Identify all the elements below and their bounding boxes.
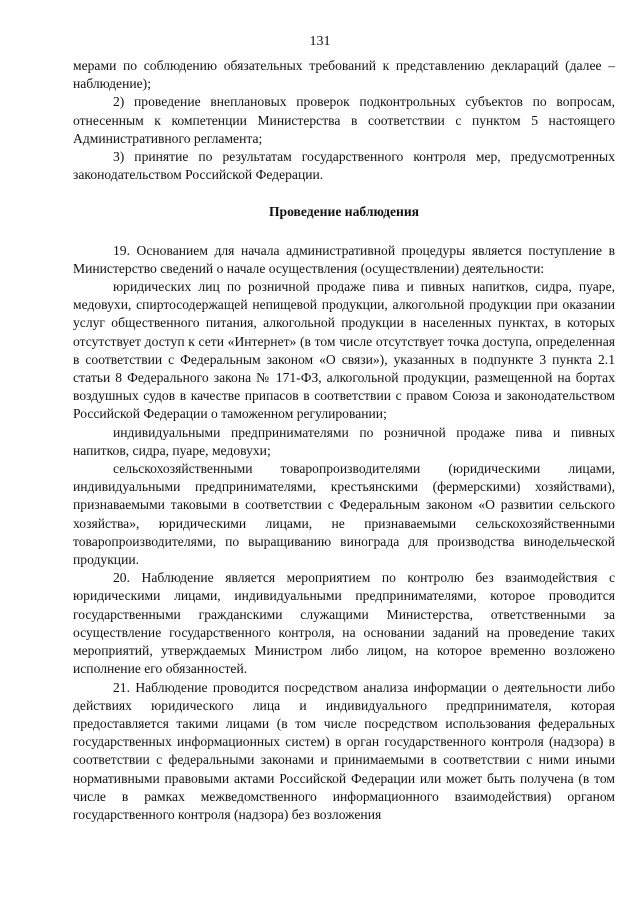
paragraph-group-main bbox=[73, 242, 615, 825]
paragraph: мерами по соблюдению обязательных требований к представлению деклараций (далее – наблюдение); bbox=[73, 58, 615, 92]
paragraph-group-top bbox=[73, 57, 615, 184]
paragraph: юридических лиц по розничной продаже пива и пивных напитков, сидра, пуаре, медовухи, спиртосодержащей непищевой продукции, алкогольной продукции при оказании услуг общественного питания, алкогольной продукции в населенных пунктах, в которых отсутствует доступ к сети «Интернет» (в том числе отсутствует точка доступа, определенная в соответствии с Федеральным законом «О связи»), указанных в подпункте 3 пункта 2.1 статьи 8 Федерального закона № 171-ФЗ, алкогольной продукции, размещенной на бортах воздушных судов в качестве припасов в соответствии с правом Союза и законодательством Российской Федерации о таможенном регулировании; bbox=[73, 279, 615, 422]
paragraph: 3) принятие по результатам государственного контроля мер, предусмотренных законодательством Российской Федерации. bbox=[73, 149, 615, 183]
paragraph: 21. Наблюдение проводится посредством анализа информации о деятельности либо действиях юридического лица и индивидуального предпринимателя, которая предоставляется такими лицами (в том числе посредством использования федеральных государственных информационных систем) в орган государственного контроля (надзора) в соответствии с федеральными законами и принимаемыми в соответствии с ними иными нормативными правовыми актами Российской Федерации или может быть получена (в том числе в рамках межведомственного информационного взаимодействия) органом государственного контроля (надзора) без возложения bbox=[73, 679, 615, 822]
section-heading: Проведение наблюдения bbox=[268, 204, 420, 220]
paragraph: 19. Основанием для начала административной процедуры является поступление в Министерство сведений о начале осуществления (осуществлении) деятельности: bbox=[73, 242, 615, 276]
paragraph: индивидуальными предпринимателями по розничной продаже пива и пивных напитков, сидра, пуаре, медовухи; bbox=[73, 424, 615, 458]
paragraph: 2) проведение внеплановых проверок подконтрольных субъектов по вопросам, отнесенным к компетенции Министерства в соответствии с пунктом 5 настоящего Административного регламента; bbox=[73, 94, 615, 146]
paragraph: сельскохозяйственными товаропроизводителями (юридическими лицами, индивидуальными предпринимателями, крестьянскими (фермерскими) хозяйствами), признаваемыми таковыми в соответствии с Федеральным законом «О развитии сельского хозяйства», юридическими лицами, не признаваемыми сельскохозяйственными товаропроизводителями, по выращиванию винограда для производства винодельческой продукции. bbox=[73, 461, 615, 568]
paragraph: 20. Наблюдение является мероприятием по контролю без взаимодействия с юридическими лицами, индивидуальными предпринимателями, которое проводится государственными гражданскими служащими Министерства, ответственными за осуществление государственного контроля, на основании заданий на проведение таких мероприятий, утверждаемых Министром либо лицом, на которое временно возложено исполнение его обязанностей. bbox=[73, 570, 615, 677]
document-body bbox=[73, 57, 615, 824]
page-number: 131 bbox=[309, 34, 331, 49]
